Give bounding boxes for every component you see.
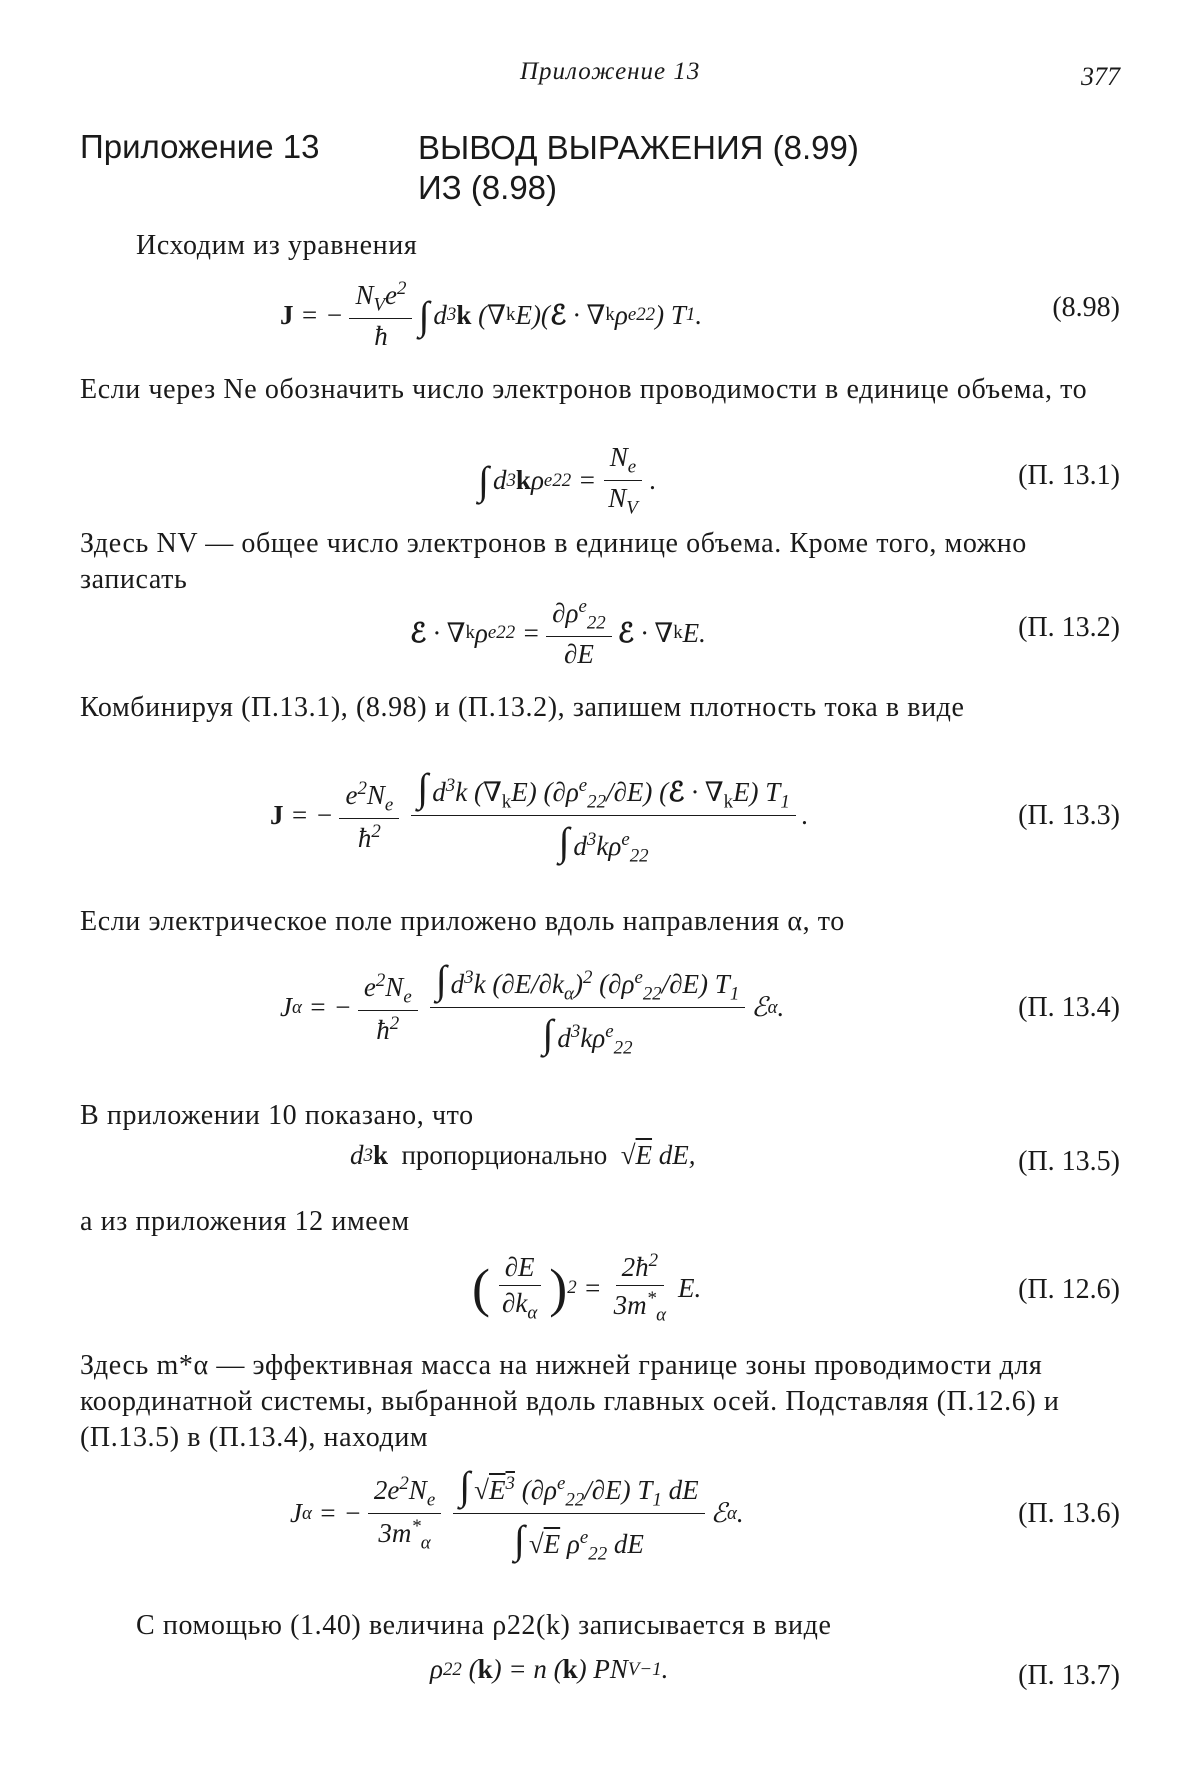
running-title: Приложение 13 xyxy=(520,58,701,85)
equation-p13-3-body: J = − $\frac{e^2N_e}{ħ^2}$ $\frac{\int d^3k (\nabla_kE) (\partial\rho^e_{22}/\partial E) (ℰ \cdot \nabla_kE) T_1}{\int d^3k\rho^e_{22}}$ . xyxy=(270,765,809,867)
equation-8-98 xyxy=(80,278,1120,352)
equation-number-p13-2: (П. 13.2) xyxy=(1018,612,1120,643)
equation-p13-6 xyxy=(80,1462,1120,1570)
equation-p13-3 xyxy=(80,764,1120,872)
paragraph-2: Если через Ne обозначить число электронов проводимости в единице объема, то xyxy=(80,374,1088,405)
equation-p13-2 xyxy=(80,596,1120,672)
equation-p13-4 xyxy=(80,956,1120,1064)
appendix-title-line-1: ВЫВОД ВЫРАЖЕНИЯ (8.99) xyxy=(418,129,859,166)
appendix-title xyxy=(418,128,859,208)
equation-p13-7 xyxy=(80,1654,1120,1702)
equation-number-p13-3: (П. 13.3) xyxy=(1018,800,1120,831)
paragraph-4: Комбинируя (П.13.1), (8.98) и (П.13.2), запишем плотность тока в виде xyxy=(80,692,965,723)
equation-8-98-body: J = − $\frac{N_Ve^2}{ħ}$ ∫ d 3 k (∇ k E)( ℰ · ∇ k ρ e 22 ) T 1 . xyxy=(280,278,703,352)
paragraph-7: а из приложения 12 имеем xyxy=(80,1206,410,1237)
equation-number-p13-6: (П. 13.6) xyxy=(1018,1498,1120,1529)
appendix-title-line-2: ИЗ (8.98) xyxy=(418,169,558,206)
equation-number-p13-7: (П. 13.7) xyxy=(1018,1660,1120,1691)
equation-p12-6 xyxy=(80,1250,1120,1334)
equation-p13-5-word: пропорционально xyxy=(401,1140,608,1170)
paragraph-9: С помощью (1.40) величина ρ22(k) записывается в виде xyxy=(136,1610,832,1641)
paragraph-3: Здесь NV — общее число электронов в единице объема. Кроме того, можно записать xyxy=(80,528,1027,595)
page-header xyxy=(0,58,1200,98)
paragraph-6: В приложении 10 показано, что xyxy=(80,1100,474,1131)
equation-number-p13-4: (П. 13.4) xyxy=(1018,992,1120,1023)
equation-p13-1 xyxy=(80,442,1120,519)
equation-p13-6-body: J α = − $\frac{2e^2N_e}{3m^*_\alpha}$ $\frac{\int √E^3 (\partial\rho^e_{22}/\partial E) T_1 dE}{\int √E \rho^e_{22} dE}$ ℰ α . xyxy=(290,1463,744,1565)
equation-p13-4-body: J α = − $\frac{e^2N_e}{ħ^2}$ $\frac{\int d^3k (\partial E/\partial k_\alpha)^2 (\partial\rho^e_{22}/\partial E) T_1}{\int d^3k\rho^e_{22}}$ ℰ α . xyxy=(280,957,785,1059)
paragraph-5: Если электрическое поле приложено вдоль направления α, то xyxy=(80,906,845,937)
equation-p13-5 xyxy=(80,1140,1120,1188)
equation-number-p12-6: (П. 12.6) xyxy=(1018,1274,1120,1305)
equation-p12-6-body: ( $\frac{\partial E}{\partial k_\alpha}$ ) 2 = $\frac{2ħ^2}{3m^*_\alpha}$ E. xyxy=(472,1250,702,1326)
equation-number-p13-5: (П. 13.5) xyxy=(1018,1146,1120,1177)
paragraph-1: Исходим из уравнения xyxy=(136,230,418,261)
page-number: 377 xyxy=(1081,62,1120,91)
paragraph-8: Здесь m*α — эффективная масса на нижней границе зоны проводимости для координатной системы, выбранной вдоль главных осей. Подставляя (П.12.6) и (П.13.5) в (П.13.4), находим xyxy=(80,1350,1060,1453)
appendix-label: Приложение 13 xyxy=(80,128,320,165)
equation-p13-7-body: ρ 22 ( k ) = n ( k ) PN V −1 . xyxy=(430,1654,669,1684)
equation-p13-5-body: d 3 k пропорционально √ E dE, xyxy=(350,1140,696,1170)
equation-number-8-98: (8.98) xyxy=(1052,292,1120,323)
equation-number-p13-1: (П. 13.1) xyxy=(1018,460,1120,491)
equation-p13-2-body: ℰ · ∇ k ρ e 22 = $\frac{\partial\rho^e_{22}}{\partial E}$ ℰ · ∇ k E. xyxy=(410,596,706,670)
equation-p13-1-body: ∫ d 3 k ρ e 22 = $\frac{N_e}{N_V}$ . xyxy=(478,442,657,519)
